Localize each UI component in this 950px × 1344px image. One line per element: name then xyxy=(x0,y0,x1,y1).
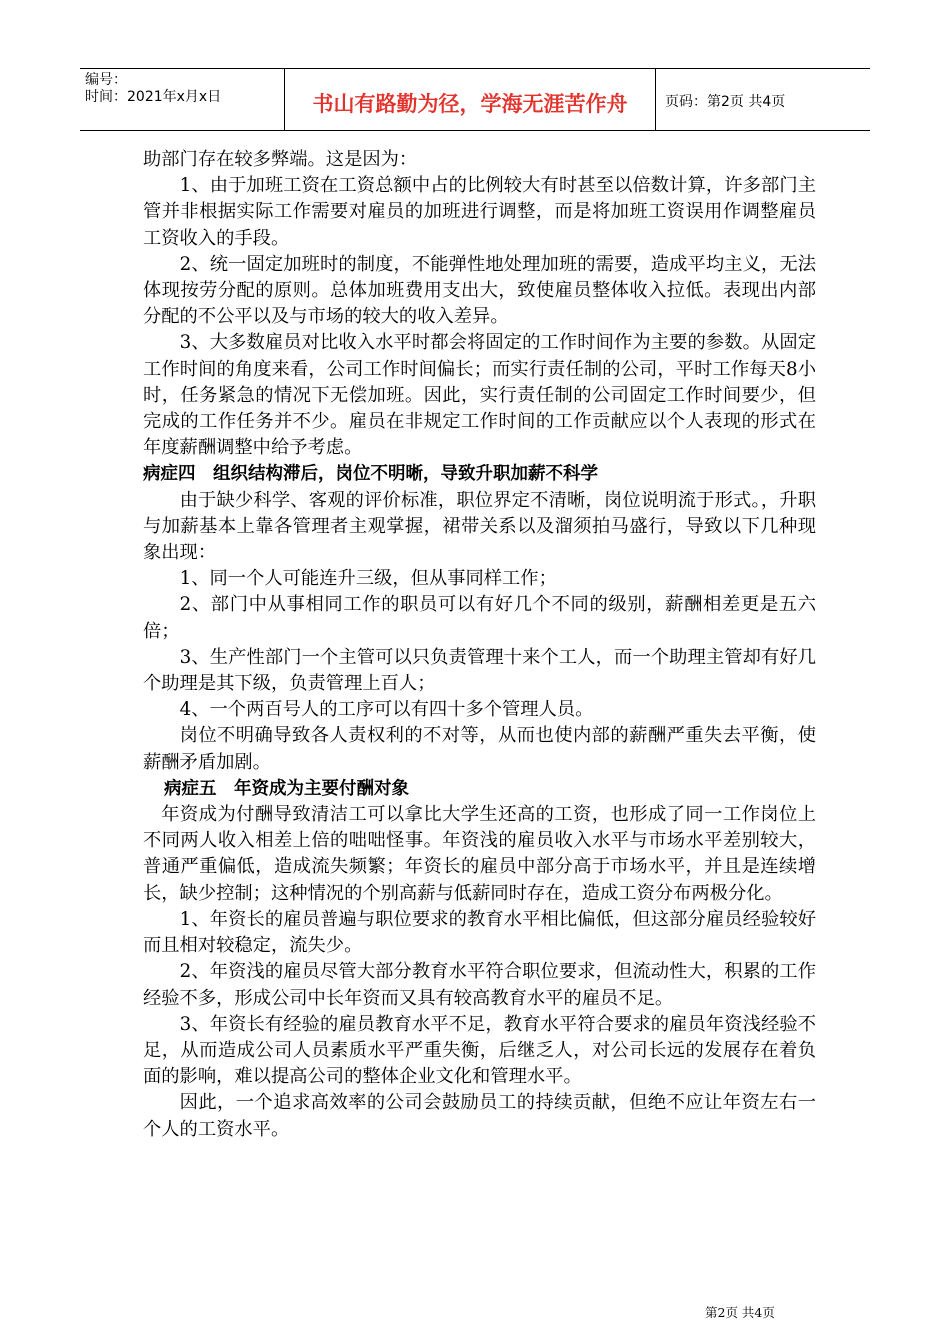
body-paragraph: 3、年资长有经验的雇员教育水平不足，教育水平符合要求的雇员年资浅经验不足，从而造成公司人员素质水平严重失衡，后继乏人，对公司长远的发展存在着负面的影响，难以提高公司的整体企业文化和管理水平。 xyxy=(143,1013,816,1088)
body-paragraph: 2、部门中从事相同工作的职员可以有好几个不同的级别，薪酬相差更是五六倍； xyxy=(143,594,816,642)
body-paragraph: 1、同一个人可能连升三级，但从事同样工作； xyxy=(179,568,557,590)
header-page-cell xyxy=(655,69,870,130)
page-footer: 第2页 共4页 xyxy=(705,1305,775,1320)
body-paragraph: 4、一个两百号人的工序可以有四十多个管理人员。 xyxy=(179,699,594,721)
header-motto-cell xyxy=(284,69,656,130)
body-paragraph: 1、年资长的雇员普遍与职位要求的教育水平相比偏低，但这部分雇员经验较好而且相对较稳定，流失少。 xyxy=(143,908,816,957)
body-paragraph: 2、统一固定加班时的制度，不能弹性地处理加班的需要，造成平均主义，无法体现按劳分配的原则。总体加班费用支出大，致使雇员整体收入拉低。表现出内部分配的不公平以及与市场的较大的收入差异。 xyxy=(143,253,816,328)
header-page-number: 页码：第2页 共4页 xyxy=(665,94,786,110)
header-info-cell xyxy=(80,69,284,130)
body-paragraph: 1、由于加班工资在工资总额中占的比例较大有时甚至以倍数计算，许多部门主管并非根据实际工作需要对雇员的加班进行调整，而是将加班工资误用作调整雇员工资收入的手段。 xyxy=(143,175,816,249)
body-paragraph: 助部门存在较多弊端。这是因为： xyxy=(143,149,418,170)
body-paragraph: 3、生产性部门一个主管可以只负责管理十来个工人，而一个助理主管却有好几个助理是其下级，负责管理上百人； xyxy=(143,646,816,695)
body-paragraph: 因此，一个追求高效率的公司会鼓励员工的持续贡献，但绝不应让年资左右一个人的工资水平。 xyxy=(143,1092,816,1140)
document-time-label: 时间：2021年x月x日 xyxy=(85,89,222,105)
document-body xyxy=(143,147,816,1143)
body-paragraph: 由于缺少科学、客观的评价标准，职位界定不清晰，岗位说明流于形式。，升职与加薪基本上靠各管理者主观掌握，裙带关系以及溜须拍马盛行，导致以下几种现象出现： xyxy=(143,489,816,564)
section-heading: 病症四 组织结构滞后，岗位不明晰，导致升职加薪不科学 xyxy=(143,464,598,485)
body-paragraph: 岗位不明确导致各人责权利的不对等，从而也使内部的薪酬严重失去平衡，使薪酬矛盾加剧。 xyxy=(143,725,816,773)
document-number-label: 编号： xyxy=(85,72,127,88)
body-paragraph: 年资成为付酬导致清洁工可以拿比大学生还高的工资，也形成了同一工作岗位上不同两人收入相差上倍的咄咄怪事。年资浅的雇员收入水平与市场水平差别较大，普通严重偏低，造成流失频繁；年资长的雇员中部分高于市场水平，并且是连续增长，缺少控制；这种情况的个别高薪与低薪同时存在，造成工资分布两极分化。 xyxy=(143,804,816,904)
body-paragraph: 3、大多数雇员对比收入水平时都会将固定的工作时间作为主要的参数。从固定工作时间的角度来看，公司工作时间偏长；而实行责任制的公司，平时工作每天8小时，任务紧急的情况下无偿加班。因此，实行责任制的公司固定工作时间要少，但完成的工作任务并不少。雇员在非规定工作时间的工作贡献应以个人表现的形式在年度薪酬调整中给予考虑。 xyxy=(143,332,816,459)
section-heading: 病症五 年资成为主要付酬对象 xyxy=(164,778,409,799)
header-motto: 书山有路勤为径，学海无涯苦作舟 xyxy=(312,92,628,116)
page-header xyxy=(80,68,870,131)
body-paragraph: 2、年资浅的雇员尽管大部分教育水平符合职位要求，但流动性大，积累的工作经验不多，形成公司中长年资而又具有较高教育水平的雇员不足。 xyxy=(143,961,816,1009)
